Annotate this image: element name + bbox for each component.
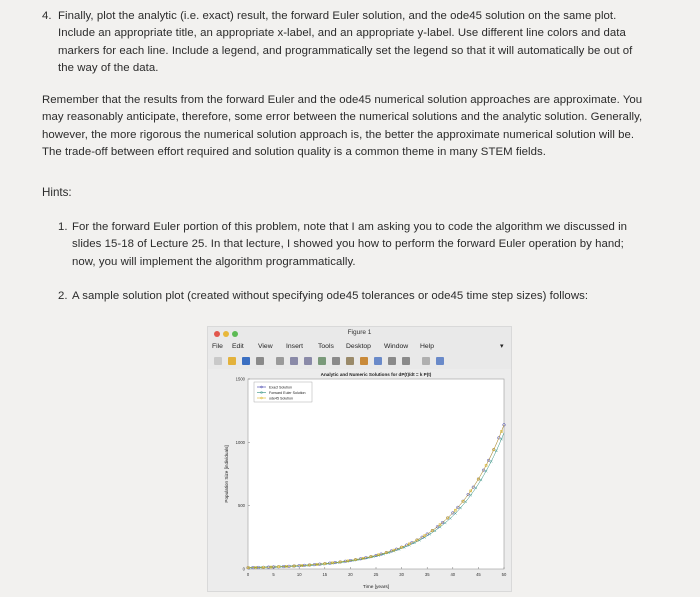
item-4-line: Finally, plot the analytic (i.e. exact) result, the forward Euler solution, and the ode45 solution on the same plot. xyxy=(58,10,617,22)
legend-label: Forward Euler Solution xyxy=(269,390,306,395)
hint-1-line: slides 15-18 of Lecture 25. In that lecture, I showed you how to perform the forward Euler operation by hand; xyxy=(72,238,624,251)
item-4-number: 4. xyxy=(42,10,52,22)
hint-1-number: 1. xyxy=(58,221,68,233)
hint-2-number: 2. xyxy=(58,290,68,302)
remember-paragraph xyxy=(42,92,642,161)
hints-heading: Hints: xyxy=(42,186,72,199)
open-icon[interactable] xyxy=(228,357,236,365)
x-tick-label: 50 xyxy=(501,572,507,577)
menu-tools[interactable]: Tools xyxy=(318,343,334,350)
item-4-line: markers for each line. Include a legend, and programmatically set the legend so that it will automatically be out of xyxy=(58,44,633,57)
new-figure-icon[interactable] xyxy=(214,357,222,365)
rotate-icon[interactable] xyxy=(332,357,340,365)
print-icon[interactable] xyxy=(256,357,264,365)
menubar-dock-arrow-icon[interactable]: ▾ xyxy=(500,343,504,350)
item-4-text xyxy=(58,8,632,77)
datatip-icon[interactable] xyxy=(346,357,354,365)
item-4-line: the way of the data. xyxy=(58,61,159,74)
x-axis-label: Time [years] xyxy=(362,585,390,590)
zoom-out-icon[interactable] xyxy=(304,357,312,365)
y-tick-label: 500 xyxy=(238,503,245,509)
figure-menubar xyxy=(208,342,511,354)
remember-line: may reasonably anticipate, therefore, some error between the numerical solutions and the analytic solution. Generally, xyxy=(42,111,643,124)
legend-icon[interactable] xyxy=(402,357,410,365)
x-tick-label: 5 xyxy=(272,572,275,577)
x-tick-label: 30 xyxy=(399,572,404,577)
y-tick-label: 1500 xyxy=(235,376,245,382)
menu-window[interactable]: Window xyxy=(384,343,409,350)
x-tick-label: 15 xyxy=(322,572,328,577)
chart-svg xyxy=(208,369,511,591)
y-tick-label: 1000 xyxy=(235,439,245,445)
hint-1-line: For the forward Euler portion of this problem, note that I am asking you to code the algorithm we discussed in xyxy=(72,221,628,233)
save-icon[interactable] xyxy=(242,357,250,365)
hide-plot-tools-icon[interactable] xyxy=(422,357,430,365)
legend-label: ode45 Solution xyxy=(269,396,293,401)
colorbar-icon[interactable] xyxy=(388,357,396,365)
figure-plot-area xyxy=(208,369,511,591)
menu-view[interactable]: View xyxy=(258,343,273,350)
pan-icon[interactable] xyxy=(318,357,326,365)
x-tick-label: 10 xyxy=(296,572,302,577)
y-tick-label: 0 xyxy=(242,566,245,572)
link-icon[interactable] xyxy=(374,357,382,365)
menu-help[interactable]: Help xyxy=(420,343,434,350)
brush-icon[interactable] xyxy=(360,357,368,365)
remember-line: The trade-off between effort required and solution quality is a common theme in many STEM fields. xyxy=(42,145,546,158)
menu-desktop[interactable]: Desktop xyxy=(346,343,371,350)
figure-window-title: Figure 1 xyxy=(347,329,372,336)
figure-titlebar xyxy=(208,327,511,341)
x-tick-label: 35 xyxy=(424,572,430,577)
y-axis-label: Population Size [individuals] xyxy=(224,445,229,503)
menu-edit[interactable]: Edit xyxy=(232,343,244,350)
hint-2-line: A sample solution plot (created without specifying ode45 tolerances or ode45 time step sizes) follows: xyxy=(72,290,589,302)
hint-2-text xyxy=(72,288,588,305)
menu-file[interactable]: File xyxy=(212,343,223,350)
chart-title: Analytic and Numeric Solutions for dP(t)/dt = k P(t) xyxy=(320,372,432,377)
menu-insert[interactable]: Insert xyxy=(286,343,303,350)
item-4-line: Include an appropriate title, an appropriate x-label, and an appropriate y-label. Use different line colors and data xyxy=(58,27,626,40)
x-tick-label: 20 xyxy=(348,572,353,577)
show-plot-tools-icon[interactable] xyxy=(436,357,444,365)
remember-line: however, the more rigorous the numerical solution approach is, the better the approximate numerical solution will be. xyxy=(42,128,635,141)
legend-label: Exact Solution xyxy=(269,385,292,390)
matlab-figure-window xyxy=(207,326,512,592)
x-tick-label: 45 xyxy=(476,572,481,577)
figure-toolbar xyxy=(214,357,504,367)
remember-line: Remember that the results from the forward Euler and the ode45 numerical solution approaches are approximate. You xyxy=(42,94,643,106)
x-tick-label: 25 xyxy=(373,572,379,577)
x-tick-label: 0 xyxy=(246,572,250,577)
pointer-icon[interactable] xyxy=(276,357,284,365)
axes-box xyxy=(248,379,504,569)
hint-1-text xyxy=(72,219,627,271)
x-tick-label: 40 xyxy=(450,572,456,577)
zoom-in-icon[interactable] xyxy=(290,357,298,365)
hint-1-line: now, you will implement the algorithm programmatically. xyxy=(72,255,356,268)
